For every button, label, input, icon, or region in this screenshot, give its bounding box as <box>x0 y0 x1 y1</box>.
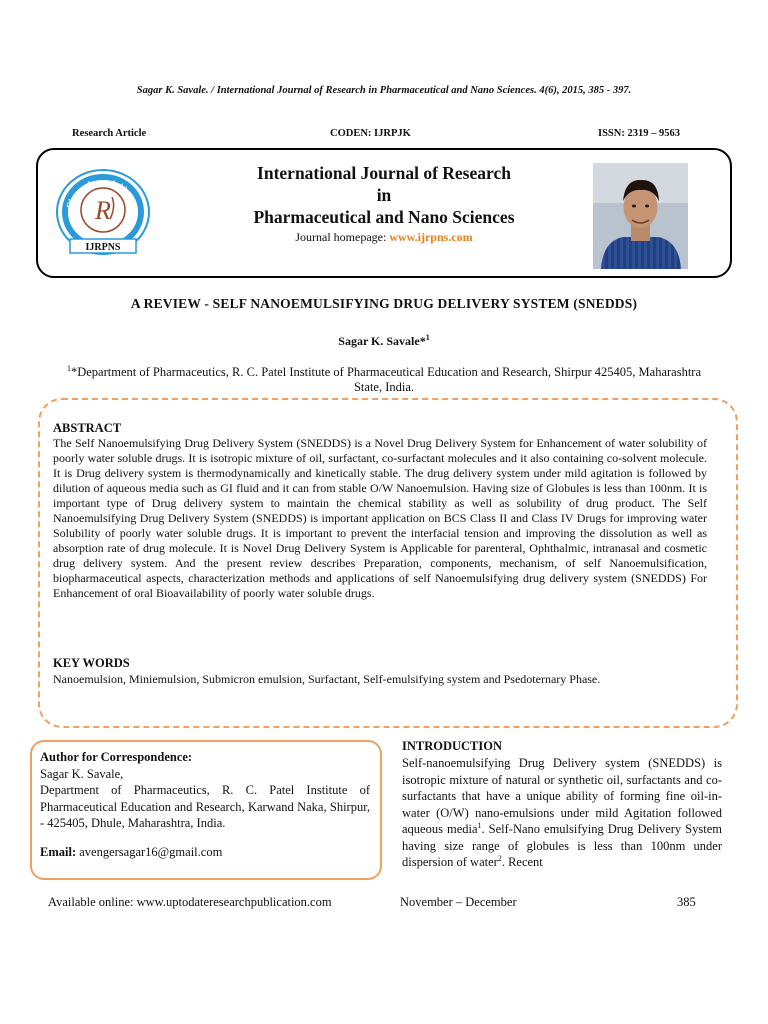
author-affiliation: $^1$*Department of Pharmaceutics, R. C. Patel Institute of Pharmaceutical Education and Research, Shirpur 425405, Maharashtra State, India. <box>66 363 702 394</box>
correspondence-heading: Author for Correspondence: <box>40 750 193 764</box>
logo-ring-text: Observe Learn Achieve <box>64 176 137 210</box>
journal-logo <box>52 165 154 259</box>
footer-page-number: 385 <box>677 895 696 909</box>
abstract-heading: ABSTRACT <box>53 421 122 435</box>
journal-title: International Journal of Research in Pharmaceutical and Nano Sciences <box>253 163 515 227</box>
correspondence-name: Sagar K. Savale, <box>40 766 124 781</box>
correspondence-email: Email: avengersagar16@gmail.com <box>40 844 223 859</box>
introduction-heading: INTRODUCTION <box>402 739 503 753</box>
logo-monogram: R <box>95 196 111 225</box>
author-photo <box>593 163 688 269</box>
author-name: Sagar K. Savale*$^1$ <box>338 333 430 348</box>
coden: CODEN: IJRPJK <box>330 128 411 139</box>
issn: ISSN: 2319 – 9563 <box>598 128 680 139</box>
running-head: Sagar K. Savale. / International Journal of Research in Pharmaceutical and Nano Sciences. 4(6), 2015, 385 - 397. <box>136 85 632 96</box>
homepage-link[interactable]: www.ijrpns.com <box>389 230 473 244</box>
keywords-heading: KEY WORDS <box>53 656 130 670</box>
abstract-body: The Self Nanoemulsifying Drug Delivery System (SNEDDS) is a Novel Drug Delivery System for Enhancement of water solubility of poorly water soluble drugs. It is isotropic mixture of oil, surfactant, co-surfactant molecules and it also containing co-solvent molecule. It is Drug delivery system is thermodynamically and kinetically stable. The drug delivery system under mild agitation is followed by dilution of aqueous media such as GI fluid and it can from stable O/W Nanoemulsion. Having size of Globules is less than 100nm. It is important type of Drug delivery system to maintain the chemical stability as well as solubility of drug product. The Self Nanoemulsifying Drug Delivery System (SNEDDS) is important application on BCS Class II and Class IV Drugs for improving water Solubility of poorly water soluble drugs. It is important to prevent the interfacial tension and improving the dissolution as well as absorption rate of drug molecule. It is Novel Drug Delivery System is Applicable for parenteral, Ophthalmic, intranasal and cosmetic drug delivery system. And the present review describes Preparation, components, mechanism, of self Nanoemulsification, biopharmaceutical aspects, characterization methods and applications of self Nanoemulsifying drug delivery system (SNEDDS) For Enhancement of oral Bioavailability of poorly water soluble drugs. <box>53 436 707 600</box>
correspondence <box>40 749 370 860</box>
correspondence-address: Department of Pharmaceutics, R. C. Patel Institute of Pharmaceutical Education and Research, Karwand Naka, Shirpur, - 425405, Dhule, Maharashtra, India. <box>40 783 370 830</box>
journal-homepage: Journal homepage: www.ijrpns.com <box>295 230 473 244</box>
article-type: Research Article <box>72 128 147 139</box>
footer-period: November – December <box>400 895 517 909</box>
keywords-body: Nanoemulsion, Miniemulsion, Submicron emulsion, Surfactant, Self-emulsifying system and Psedoternary Phase. <box>53 672 601 686</box>
logo-banner: IJRPNS <box>85 242 121 253</box>
abstract <box>53 421 707 601</box>
paper-title: A REVIEW - SELF NANOEMULSIFYING DRUG DELIVERY SYSTEM (SNEDDS) <box>130 296 638 311</box>
introduction-body: Self-nanoemulsifying Drug Delivery system (SNEDDS) is isotropic mixture of natural or synthetic oil, surfactants and co-surfactants that have a unique ability of forming fine oil-in-water (O/W) nano-emulsions under mild Agitation followed aqueous media$^1$. Self-Nano emulsifying Drug Delivery System having size range of globules is less than 100nm under dispersion of water$^2$. Recent <box>402 756 722 869</box>
footer-available-online: Available online: www.uptodateresearchpublication.com <box>48 895 332 909</box>
